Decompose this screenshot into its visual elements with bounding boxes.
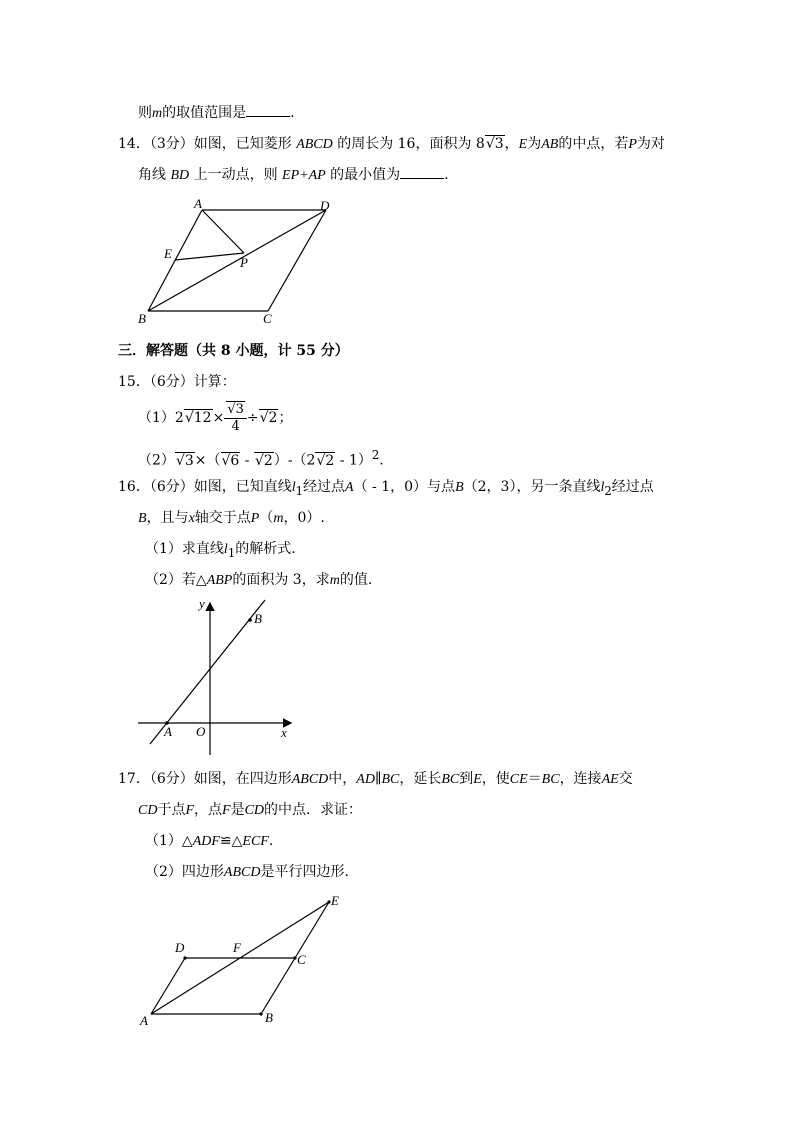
var: ADF bbox=[192, 834, 220, 849]
var: BD bbox=[170, 168, 190, 183]
exponent: 2 bbox=[371, 448, 380, 462]
text: 17．（6分）如图，在四边形 bbox=[118, 771, 292, 787]
text: ，使 bbox=[481, 771, 510, 787]
answer-blank bbox=[246, 104, 290, 117]
text: （1）△ bbox=[145, 833, 193, 849]
q14-line2 bbox=[138, 165, 449, 186]
label-d: D bbox=[175, 940, 185, 955]
var: EP+AP bbox=[282, 168, 326, 183]
point-b bbox=[248, 618, 252, 622]
text: （2，3），另一条直线 bbox=[463, 479, 601, 495]
segment-ap bbox=[202, 210, 244, 253]
text: （1）2 bbox=[138, 410, 184, 426]
q17-line2 bbox=[138, 800, 362, 821]
text: - 1） bbox=[335, 452, 372, 469]
label-b: B bbox=[254, 611, 262, 626]
text: - bbox=[240, 452, 254, 469]
text: 的解析式. bbox=[235, 541, 296, 557]
text: 的中点．求证： bbox=[264, 802, 363, 818]
label-p: P bbox=[240, 255, 248, 270]
var: B bbox=[455, 480, 464, 495]
text: 的最小值为 bbox=[330, 167, 401, 183]
label-c: C bbox=[297, 952, 306, 967]
radicand: 2 bbox=[325, 452, 335, 469]
q14-line1 bbox=[118, 134, 665, 155]
q16-part2 bbox=[145, 570, 372, 591]
subscript: 1 bbox=[295, 483, 304, 498]
point-d bbox=[183, 956, 186, 959]
segment-ep bbox=[175, 253, 244, 260]
var: F bbox=[185, 803, 195, 818]
label-e: E bbox=[331, 893, 339, 908]
text: 交 bbox=[618, 771, 633, 787]
segment-ad bbox=[151, 958, 185, 1014]
radicand: 3 bbox=[184, 452, 194, 469]
var: l bbox=[600, 480, 605, 495]
var: AE bbox=[601, 772, 619, 787]
text: （ - 1，0）与点 bbox=[353, 479, 456, 495]
q16-line1 bbox=[118, 477, 654, 501]
coordinate-figure bbox=[130, 592, 310, 762]
subscript: 1 bbox=[227, 545, 236, 560]
var: F bbox=[222, 803, 231, 818]
text: ，点 bbox=[194, 802, 223, 818]
radicand: 3 bbox=[494, 136, 504, 152]
sqrt: √2 bbox=[254, 452, 273, 469]
var: P bbox=[628, 137, 637, 152]
var: ABCD bbox=[291, 772, 329, 787]
text: 的中点，若 bbox=[558, 136, 629, 152]
quadrilateral-figure bbox=[135, 890, 355, 1030]
text: 轴交于点 bbox=[194, 510, 251, 526]
label-f: F bbox=[233, 940, 241, 955]
var: ABCD bbox=[223, 865, 261, 880]
sqrt: √3 bbox=[485, 136, 504, 152]
rhombus-figure bbox=[130, 195, 350, 330]
text: ； bbox=[278, 410, 293, 426]
text: 的取值范围是 bbox=[162, 105, 247, 121]
label-c: C bbox=[263, 311, 272, 326]
label-b: B bbox=[265, 1010, 273, 1025]
text: 16．（6分）如图，已知直线 bbox=[118, 479, 292, 495]
q17-part2 bbox=[145, 862, 349, 883]
sqrt: √6 bbox=[221, 452, 240, 469]
var: ABCD bbox=[296, 137, 333, 152]
var-m: m bbox=[152, 106, 163, 121]
text: （ bbox=[259, 510, 274, 526]
text: ， bbox=[504, 136, 519, 152]
q13-tail bbox=[138, 103, 295, 124]
text: ＝ bbox=[527, 771, 542, 787]
label-a: A bbox=[164, 724, 172, 739]
var: E bbox=[518, 137, 528, 152]
text: ，延长 bbox=[399, 771, 442, 787]
text: ）-（2 bbox=[273, 452, 316, 469]
text: ≌△ bbox=[219, 833, 243, 849]
label-d: D bbox=[320, 198, 330, 213]
q15-part2 bbox=[138, 445, 384, 471]
q17-line1 bbox=[118, 769, 633, 790]
text: 中， bbox=[328, 771, 357, 787]
var: CD bbox=[138, 803, 158, 818]
sqrt: √2 bbox=[259, 410, 278, 426]
text: 到 bbox=[459, 771, 474, 787]
text: 于点 bbox=[157, 802, 186, 818]
label-a: A bbox=[194, 196, 202, 211]
var: AB bbox=[541, 137, 559, 152]
q17-part1 bbox=[145, 831, 273, 852]
label-a: A bbox=[140, 1013, 148, 1028]
text: ×（ bbox=[194, 452, 221, 469]
text: . bbox=[379, 452, 384, 469]
text: 经过点 bbox=[611, 479, 654, 495]
text: 为 bbox=[527, 136, 542, 152]
section-heading: 三．解答题（共 8 小题，计 55 分） bbox=[118, 343, 349, 359]
q15-part1 bbox=[138, 400, 292, 436]
text: 则 bbox=[138, 105, 152, 121]
var: P bbox=[250, 511, 260, 526]
text: 的值. bbox=[339, 572, 373, 588]
label-y: y bbox=[199, 596, 205, 611]
text: ，连接 bbox=[559, 771, 602, 787]
text: （2）四边形 bbox=[145, 864, 224, 880]
text: 角线 bbox=[138, 167, 166, 183]
text: ，且与 bbox=[146, 510, 189, 526]
text: （2） bbox=[138, 452, 175, 469]
radicand: 2 bbox=[263, 452, 273, 469]
text: 为对 bbox=[636, 136, 665, 152]
text: . bbox=[290, 105, 295, 121]
text: 上一动点，则 bbox=[193, 167, 278, 183]
text: . bbox=[268, 833, 274, 849]
text: 是平行四边形. bbox=[260, 864, 349, 880]
var: x bbox=[188, 511, 195, 526]
text: . bbox=[444, 167, 449, 183]
denominator: 4 bbox=[231, 418, 240, 434]
sqrt: √2 bbox=[316, 452, 335, 469]
text: （2）若△ bbox=[145, 572, 207, 588]
q15-title: 15．（6分）计算： bbox=[118, 374, 236, 390]
var: BC bbox=[541, 772, 560, 787]
var: ECF bbox=[242, 834, 269, 849]
label-x: x bbox=[281, 725, 287, 740]
label-b: B bbox=[138, 311, 146, 326]
edge-dc bbox=[268, 210, 326, 311]
var: m bbox=[329, 573, 340, 588]
var: A bbox=[345, 480, 354, 495]
var: CD bbox=[244, 803, 265, 818]
text: ∥ bbox=[374, 771, 382, 787]
sqrt: √3 bbox=[175, 452, 194, 469]
var: E bbox=[473, 772, 482, 787]
text: （1）求直线 bbox=[145, 541, 224, 557]
radicand: 2 bbox=[268, 410, 278, 426]
text: ，0）. bbox=[283, 510, 325, 526]
text: 是 bbox=[230, 802, 245, 818]
text: 14．（3分）如图，已知菱形 bbox=[118, 136, 292, 152]
var: BC bbox=[381, 772, 400, 787]
label-e: E bbox=[164, 246, 172, 261]
radicand: 3 bbox=[235, 401, 244, 417]
radicand: 6 bbox=[230, 452, 240, 469]
q16-part1 bbox=[145, 539, 296, 563]
subscript: 2 bbox=[604, 483, 612, 498]
answer-blank bbox=[400, 166, 444, 179]
var: m bbox=[273, 511, 284, 526]
point-b bbox=[259, 1012, 262, 1015]
text: × bbox=[212, 410, 225, 426]
var: l bbox=[291, 480, 296, 495]
var: BC bbox=[441, 772, 460, 787]
var: CE bbox=[509, 772, 528, 787]
var: l bbox=[223, 542, 228, 557]
text: 经过点 bbox=[303, 479, 346, 495]
fraction: $\frac{√3}{4}$ bbox=[224, 402, 247, 435]
var: AD bbox=[356, 772, 375, 787]
label-o: O bbox=[196, 724, 206, 739]
var: B bbox=[138, 511, 147, 526]
text: ÷ bbox=[246, 410, 259, 426]
text: 的周长为 16，面积为 8 bbox=[337, 136, 485, 152]
radicand: 12 bbox=[193, 410, 212, 426]
q16-line2 bbox=[138, 508, 325, 529]
sqrt: √12 bbox=[184, 410, 212, 426]
text: 的面积为 3，求 bbox=[232, 572, 330, 588]
var: ABP bbox=[206, 573, 233, 588]
